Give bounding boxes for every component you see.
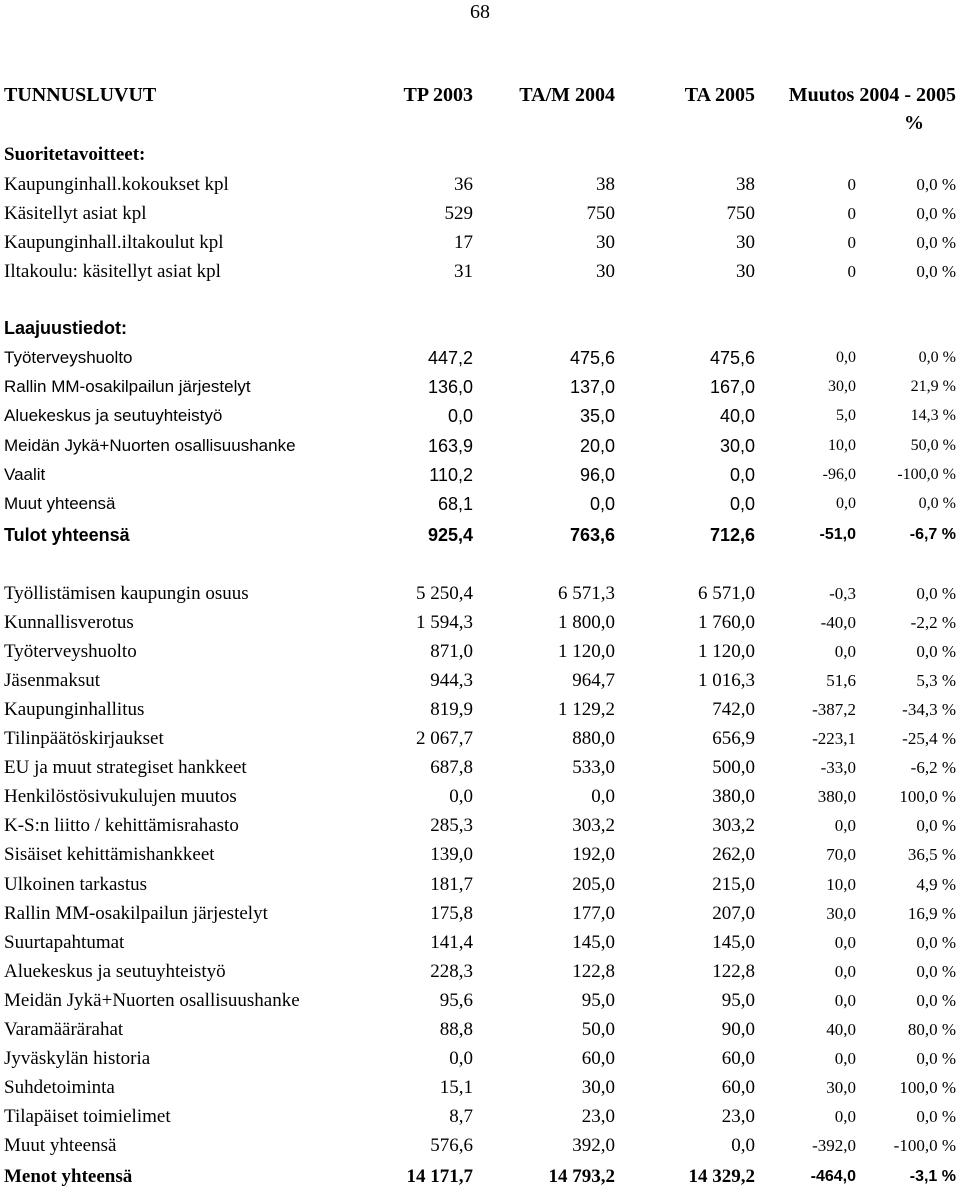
value-tp2003: 88,8 bbox=[439, 1018, 473, 1040]
value-ta2005: 1 120,0 bbox=[698, 641, 755, 663]
value-change-percent: 50,0 % bbox=[910, 436, 956, 454]
value-change: -223,1 bbox=[812, 729, 856, 749]
value-change: -0,3 bbox=[829, 584, 856, 603]
page-number: 68 bbox=[470, 1, 490, 23]
value-tam2004: 1 120,0 bbox=[558, 641, 615, 663]
value-tam2004: 30 bbox=[596, 261, 615, 282]
value-change-percent: -100,0 % bbox=[893, 1135, 956, 1155]
value-change: -464,0 bbox=[810, 1168, 856, 1185]
value-change: 10,0 bbox=[828, 436, 856, 454]
table-row bbox=[0, 231, 960, 255]
value-change: 0,0 bbox=[834, 1106, 856, 1126]
value-change-percent: 14,3 % bbox=[910, 407, 956, 425]
value-ta2005: 215,0 bbox=[712, 873, 755, 895]
table-row bbox=[0, 260, 960, 284]
value-change: -392,0 bbox=[812, 1135, 856, 1155]
value-ta2005: 30,0 bbox=[719, 435, 755, 456]
value-change-percent: 36,5 % bbox=[907, 845, 956, 865]
value-tam2004: 145,0 bbox=[572, 931, 615, 953]
value-tp2003: 68,1 bbox=[437, 494, 473, 514]
value-ta2005: 303,2 bbox=[712, 815, 755, 837]
value-tp2003: 687,8 bbox=[430, 757, 473, 779]
row-label: Varamäärärahat bbox=[4, 1018, 124, 1040]
row-label: K-S:n liitto / kehittämisrahasto bbox=[4, 815, 239, 837]
value-change-percent: 0,0 % bbox=[916, 175, 956, 194]
value-tam2004: 95,0 bbox=[581, 989, 615, 1011]
table-row bbox=[0, 989, 960, 1013]
value-tp2003: 819,9 bbox=[430, 699, 473, 721]
value-change-percent: -6,2 % bbox=[910, 758, 956, 778]
table-row bbox=[0, 492, 960, 516]
table-row bbox=[0, 640, 960, 664]
value-ta2005: 145,0 bbox=[712, 931, 755, 953]
row-label: Muut yhteensä bbox=[4, 1134, 117, 1156]
value-tp2003: 181,7 bbox=[430, 873, 473, 895]
column-header-ta2005: TA 2005 bbox=[684, 84, 755, 106]
value-change: 5,0 bbox=[836, 407, 856, 425]
value-tp2003: 228,3 bbox=[430, 960, 473, 982]
value-change-percent: 80,0 % bbox=[907, 1019, 956, 1039]
value-change: 51,6 bbox=[826, 671, 856, 691]
value-tam2004: 1 129,2 bbox=[558, 699, 615, 721]
value-ta2005: 95,0 bbox=[721, 989, 755, 1011]
value-tp2003: 925,4 bbox=[427, 525, 473, 545]
value-change: -387,2 bbox=[812, 700, 856, 720]
value-change: 70,0 bbox=[826, 845, 856, 865]
value-change-percent: 0,0 % bbox=[916, 262, 956, 281]
value-change-percent: 0,0 % bbox=[916, 932, 956, 952]
value-tam2004: 35,0 bbox=[579, 406, 615, 427]
value-change: 10,0 bbox=[826, 874, 856, 894]
value-ta2005: 475,6 bbox=[709, 348, 755, 368]
value-change-percent: 0,0 % bbox=[916, 642, 956, 662]
value-ta2005: 500,0 bbox=[712, 757, 755, 779]
value-tam2004: 177,0 bbox=[572, 902, 615, 924]
row-label: Suurtapahtumat bbox=[4, 931, 125, 953]
table-title: TUNNUSLUVUT bbox=[4, 84, 157, 106]
table-row bbox=[0, 1018, 960, 1042]
value-change: 30,0 bbox=[826, 903, 856, 923]
value-change: 30,0 bbox=[826, 1077, 856, 1097]
value-ta2005: 742,0 bbox=[712, 699, 755, 721]
value-ta2005: 0,0 bbox=[731, 1134, 755, 1156]
value-change: 0,0 bbox=[834, 816, 856, 836]
row-label: Tulot yhteensä bbox=[4, 525, 130, 545]
value-tam2004: 137,0 bbox=[569, 377, 615, 398]
value-change: 30,0 bbox=[828, 378, 856, 396]
value-tam2004: 6 571,3 bbox=[558, 583, 615, 604]
value-tam2004: 122,8 bbox=[572, 960, 615, 982]
value-ta2005: 0,0 bbox=[729, 464, 755, 485]
value-ta2005: 38 bbox=[736, 174, 755, 195]
row-label: Jäsenmaksut bbox=[4, 670, 101, 692]
value-change: 40,0 bbox=[826, 1019, 856, 1039]
row-label: Sisäiset kehittämishankkeet bbox=[4, 844, 215, 866]
row-label: Aluekeskus ja seutuyhteistyö bbox=[4, 406, 223, 426]
value-tp2003: 36 bbox=[454, 174, 473, 195]
value-ta2005: 40,0 bbox=[719, 406, 755, 427]
value-tp2003: 163,9 bbox=[427, 435, 473, 456]
value-tp2003: 110,2 bbox=[429, 464, 473, 485]
column-header-tam2004: TA/M 2004 bbox=[519, 84, 615, 106]
table-row bbox=[0, 404, 960, 428]
table-header bbox=[0, 83, 960, 107]
value-change: 0,0 bbox=[834, 932, 856, 952]
value-change: 0 bbox=[847, 204, 856, 223]
row-label: Kaupunginhallitus bbox=[4, 699, 145, 721]
row-label: Ulkoinen tarkastus bbox=[4, 873, 148, 895]
table-row bbox=[0, 1134, 960, 1158]
value-tp2003: 136,0 bbox=[427, 377, 473, 398]
row-label: Menot yhteensä bbox=[4, 1166, 133, 1187]
table-row bbox=[0, 375, 960, 399]
table-row bbox=[0, 931, 960, 955]
column-header-tp2003: TP 2003 bbox=[403, 84, 473, 106]
value-ta2005: 30 bbox=[736, 261, 755, 282]
value-tam2004: 0,0 bbox=[591, 786, 615, 808]
value-change-percent: -3,1 % bbox=[909, 1168, 956, 1185]
value-change-percent: -6,7 % bbox=[909, 526, 956, 543]
value-change-percent: 0,0 % bbox=[916, 233, 956, 252]
value-change-percent: 0,0 % bbox=[918, 349, 956, 366]
value-ta2005: 60,0 bbox=[721, 1047, 755, 1069]
value-ta2005: 30 bbox=[736, 232, 755, 253]
value-ta2005: 6 571,0 bbox=[698, 583, 755, 604]
value-tp2003: 2 067,7 bbox=[416, 728, 473, 750]
value-tp2003: 0,0 bbox=[449, 786, 473, 808]
value-ta2005: 380,0 bbox=[712, 786, 755, 808]
row-label: Tilinpäätöskirjaukset bbox=[4, 728, 164, 750]
value-ta2005: 712,6 bbox=[709, 525, 755, 545]
value-change-percent: 0,0 % bbox=[916, 204, 956, 223]
value-change-percent: 100,0 % bbox=[899, 787, 956, 807]
value-ta2005: 60,0 bbox=[721, 1076, 755, 1098]
row-label: Henkilöstösivukulujen muutos bbox=[4, 786, 237, 808]
row-label: Työterveyshuolto bbox=[4, 641, 137, 663]
row-label: Iltakoulu: käsitellyt asiat kpl bbox=[4, 261, 221, 282]
value-change-percent: 16,9 % bbox=[907, 903, 956, 923]
table-row bbox=[0, 843, 960, 867]
value-change-percent: 5,3 % bbox=[916, 671, 956, 691]
row-label: Meidän Jykä+Nuorten osallisuushanke bbox=[4, 435, 296, 455]
value-tp2003: 175,8 bbox=[430, 902, 473, 924]
value-tam2004: 20,0 bbox=[579, 435, 615, 456]
value-tp2003: 139,0 bbox=[430, 844, 473, 866]
row-label: Vaalit bbox=[4, 464, 46, 484]
value-ta2005: 1 760,0 bbox=[698, 612, 755, 634]
value-change-percent: -34,3 % bbox=[902, 700, 956, 720]
value-change: 380,0 bbox=[817, 787, 856, 807]
value-tp2003: 944,3 bbox=[430, 670, 473, 692]
value-tam2004: 0,0 bbox=[589, 494, 615, 514]
value-tp2003: 871,0 bbox=[430, 641, 473, 663]
value-ta2005: 0,0 bbox=[729, 494, 755, 514]
table-row bbox=[0, 698, 960, 722]
row-label: Rallin MM-osakilpailun järjestelyt bbox=[4, 377, 251, 397]
value-change: 0,0 bbox=[836, 495, 856, 512]
value-change: -40,0 bbox=[820, 613, 856, 633]
column-header-change-unit: % bbox=[904, 112, 924, 134]
value-tp2003: 1 594,3 bbox=[416, 612, 473, 634]
row-label: Työterveyshuolto bbox=[4, 348, 133, 367]
value-change-percent: 0,0 % bbox=[918, 495, 956, 512]
value-tp2003: 447,2 bbox=[427, 348, 473, 368]
value-change-percent: 0,0 % bbox=[916, 584, 956, 603]
value-change: 0,0 bbox=[834, 961, 856, 981]
value-change-percent: -2,2 % bbox=[910, 613, 956, 633]
row-label: Käsitellyt asiat kpl bbox=[4, 203, 147, 224]
table-row bbox=[0, 1076, 960, 1100]
table-row bbox=[0, 611, 960, 635]
value-tam2004: 880,0 bbox=[572, 728, 615, 750]
value-tp2003: 8,7 bbox=[449, 1105, 473, 1127]
row-label: Tilapäiset toimielimet bbox=[4, 1105, 171, 1127]
row-label: EU ja muut strategiset hankkeet bbox=[4, 757, 247, 779]
value-tam2004: 38 bbox=[596, 174, 615, 195]
value-tp2003: 15,1 bbox=[439, 1076, 473, 1098]
row-label: Jyväskylän historia bbox=[4, 1047, 151, 1069]
section-title-performance: Suoritetavoitteet: bbox=[4, 144, 146, 165]
table-row bbox=[0, 960, 960, 984]
value-change-percent: 100,0 % bbox=[899, 1077, 956, 1097]
value-tp2003: 17 bbox=[454, 232, 473, 253]
value-ta2005: 90,0 bbox=[721, 1018, 755, 1040]
value-ta2005: 750 bbox=[726, 203, 755, 224]
value-tam2004: 14 793,2 bbox=[548, 1166, 615, 1187]
value-tp2003: 141,4 bbox=[430, 931, 473, 953]
value-ta2005: 1 016,3 bbox=[698, 670, 755, 692]
value-change-percent: 0,0 % bbox=[916, 990, 956, 1010]
value-tp2003: 576,6 bbox=[430, 1134, 473, 1156]
value-change-percent: 0,0 % bbox=[916, 1106, 956, 1126]
value-tam2004: 475,6 bbox=[569, 348, 615, 368]
value-tp2003: 285,3 bbox=[430, 815, 473, 837]
value-tp2003: 31 bbox=[454, 261, 473, 282]
value-ta2005: 207,0 bbox=[712, 902, 755, 924]
table-row bbox=[0, 1105, 960, 1129]
row-label: Rallin MM-osakilpailun järjestelyt bbox=[4, 902, 268, 924]
value-tp2003: 0,0 bbox=[447, 406, 473, 427]
value-change: 0,0 bbox=[834, 1048, 856, 1068]
value-tp2003: 5 250,4 bbox=[416, 583, 473, 604]
value-ta2005: 656,9 bbox=[712, 728, 755, 750]
value-tam2004: 30 bbox=[596, 232, 615, 253]
column-header-change: Muutos 2004 - 2005 bbox=[788, 84, 956, 106]
table-row bbox=[0, 1047, 960, 1071]
value-ta2005: 262,0 bbox=[712, 844, 755, 866]
value-change-percent: 21,9 % bbox=[910, 378, 956, 396]
value-change-percent: 0,0 % bbox=[916, 816, 956, 836]
value-tam2004: 96,0 bbox=[579, 464, 615, 485]
table-row bbox=[0, 873, 960, 897]
value-tam2004: 964,7 bbox=[572, 670, 615, 692]
section-title-laajuus: Laajuustiedot: bbox=[4, 318, 128, 338]
value-tam2004: 1 800,0 bbox=[558, 612, 615, 634]
value-tam2004: 303,2 bbox=[572, 815, 615, 837]
value-change-percent: -100,0 % bbox=[897, 465, 956, 483]
total-row bbox=[0, 523, 960, 547]
value-tam2004: 30,0 bbox=[581, 1076, 615, 1098]
table-row bbox=[0, 785, 960, 809]
row-label: Meidän Jykä+Nuorten osallisuushanke bbox=[4, 989, 300, 1011]
row-label: Kaupunginhall.kokoukset kpl bbox=[4, 174, 229, 195]
table-row bbox=[0, 346, 960, 370]
value-tam2004: 60,0 bbox=[581, 1047, 615, 1069]
value-change: 0,0 bbox=[834, 642, 856, 662]
value-tam2004: 763,6 bbox=[569, 525, 615, 545]
table-row bbox=[0, 727, 960, 751]
value-change: 0 bbox=[847, 262, 856, 281]
value-tp2003: 95,6 bbox=[439, 989, 473, 1011]
row-label: Kunnallisverotus bbox=[4, 612, 134, 634]
value-tam2004: 50,0 bbox=[581, 1018, 615, 1040]
value-tp2003: 0,0 bbox=[449, 1047, 473, 1069]
table-row bbox=[0, 902, 960, 926]
value-change-percent: 0,0 % bbox=[916, 961, 956, 981]
value-tam2004: 533,0 bbox=[572, 757, 615, 779]
value-change: -33,0 bbox=[820, 758, 856, 778]
row-label: Muut yhteensä bbox=[4, 494, 116, 513]
value-tam2004: 192,0 bbox=[572, 844, 615, 866]
table-row bbox=[0, 463, 960, 487]
row-label: Aluekeskus ja seutuyhteistyö bbox=[4, 960, 226, 982]
table-row bbox=[0, 202, 960, 226]
row-label: Suhdetoiminta bbox=[4, 1076, 115, 1098]
value-change: 0 bbox=[847, 233, 856, 252]
table-row bbox=[0, 756, 960, 780]
value-change: -51,0 bbox=[819, 526, 856, 543]
total-row bbox=[0, 1165, 960, 1189]
row-label: Työllistämisen kaupungin osuus bbox=[4, 583, 249, 604]
value-change-percent: 4,9 % bbox=[916, 874, 956, 894]
table-row bbox=[0, 669, 960, 693]
value-tp2003: 529 bbox=[444, 203, 473, 224]
value-change-percent: -25,4 % bbox=[902, 729, 956, 749]
table-row bbox=[0, 814, 960, 838]
value-tam2004: 392,0 bbox=[572, 1134, 615, 1156]
table-row bbox=[0, 582, 960, 606]
value-change: 0 bbox=[847, 175, 856, 194]
value-ta2005: 23,0 bbox=[721, 1105, 755, 1127]
table-header-unit-line bbox=[0, 111, 960, 135]
value-change-percent: 0,0 % bbox=[916, 1048, 956, 1068]
table-row bbox=[0, 434, 960, 458]
value-tp2003: 14 171,7 bbox=[406, 1166, 473, 1187]
value-tam2004: 205,0 bbox=[572, 873, 615, 895]
value-ta2005: 122,8 bbox=[712, 960, 755, 982]
value-tam2004: 23,0 bbox=[581, 1105, 615, 1127]
value-change: 0,0 bbox=[836, 349, 856, 366]
value-tam2004: 750 bbox=[586, 203, 615, 224]
table-row bbox=[0, 173, 960, 197]
row-label: Kaupunginhall.iltakoulut kpl bbox=[4, 232, 224, 253]
value-ta2005: 167,0 bbox=[709, 377, 755, 398]
value-ta2005: 14 329,2 bbox=[688, 1166, 755, 1187]
value-change: -96,0 bbox=[822, 465, 856, 483]
value-change: 0,0 bbox=[834, 990, 856, 1010]
